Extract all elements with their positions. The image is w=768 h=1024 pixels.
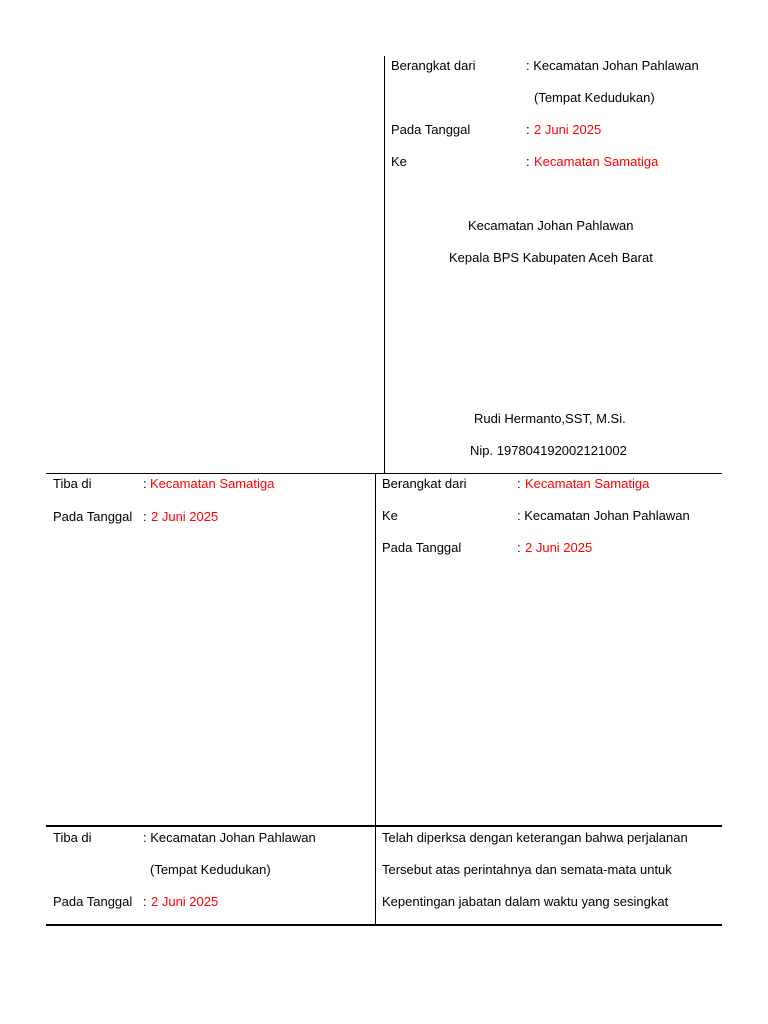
bottom-top-rule xyxy=(46,825,722,827)
signatory-name: Rudi Hermanto,SST, M.Si. xyxy=(474,411,626,426)
date-colon: : xyxy=(526,122,530,137)
date-colon: : xyxy=(143,894,147,909)
arrived-note: (Tempat Kedudukan) xyxy=(150,862,271,877)
to-colon: : xyxy=(526,154,530,169)
verification-line-3: Kepentingan jabatan dalam waktu yang sesingkat xyxy=(382,894,669,909)
signatory-nip: Nip. 197804192002121002 xyxy=(470,443,627,458)
verification-line-1: Telah diperksa dengan keterangan bahwa perjalanan xyxy=(382,830,688,845)
to-label: Ke xyxy=(391,154,407,169)
arrived-label: Tiba di xyxy=(53,476,92,491)
date-colon: : xyxy=(143,509,147,524)
date-label: Pada Tanggal xyxy=(53,509,133,524)
date-value: 2 Juni 2025 xyxy=(151,509,219,524)
date-value: 2 Juni 2025 xyxy=(151,894,219,909)
arrived-value: Kecamatan Samatiga xyxy=(150,476,275,491)
to-value: : Kecamatan Johan Pahlawan xyxy=(517,508,690,523)
date-value: 2 Juni 2025 xyxy=(534,122,602,137)
departed-from-note: (Tempat Kedudukan) xyxy=(534,90,655,105)
to-value: Kecamatan Samatiga xyxy=(534,154,659,169)
date-label: Pada Tanggal xyxy=(391,122,471,137)
arrived-value: : Kecamatan Johan Pahlawan xyxy=(143,830,316,845)
bottom-bottom-rule xyxy=(46,924,722,926)
departed-from-label: Berangkat dari xyxy=(391,58,476,73)
date-colon: : xyxy=(517,540,521,555)
signature-title: Kepala BPS Kabupaten Aceh Barat xyxy=(449,250,653,265)
verification-line-2: Tersebut atas perintahnya dan semata-mata untuk xyxy=(382,862,672,877)
arrived-colon: : xyxy=(143,476,147,491)
top-vertical-divider xyxy=(384,56,385,473)
date-value: 2 Juni 2025 xyxy=(525,540,593,555)
date-label: Pada Tanggal xyxy=(53,894,133,909)
departed-from-colon: : xyxy=(517,476,521,491)
arrived-label: Tiba di xyxy=(53,830,92,845)
departed-from-value: : Kecamatan Johan Pahlawan xyxy=(526,58,699,73)
date-label: Pada Tanggal xyxy=(382,540,462,555)
middle-vertical-divider xyxy=(375,473,376,925)
departed-from-label: Berangkat dari xyxy=(382,476,467,491)
departed-from-value: Kecamatan Samatiga xyxy=(525,476,650,491)
signature-place: Kecamatan Johan Pahlawan xyxy=(468,218,634,233)
to-label: Ke xyxy=(382,508,398,523)
middle-top-rule xyxy=(46,473,722,474)
